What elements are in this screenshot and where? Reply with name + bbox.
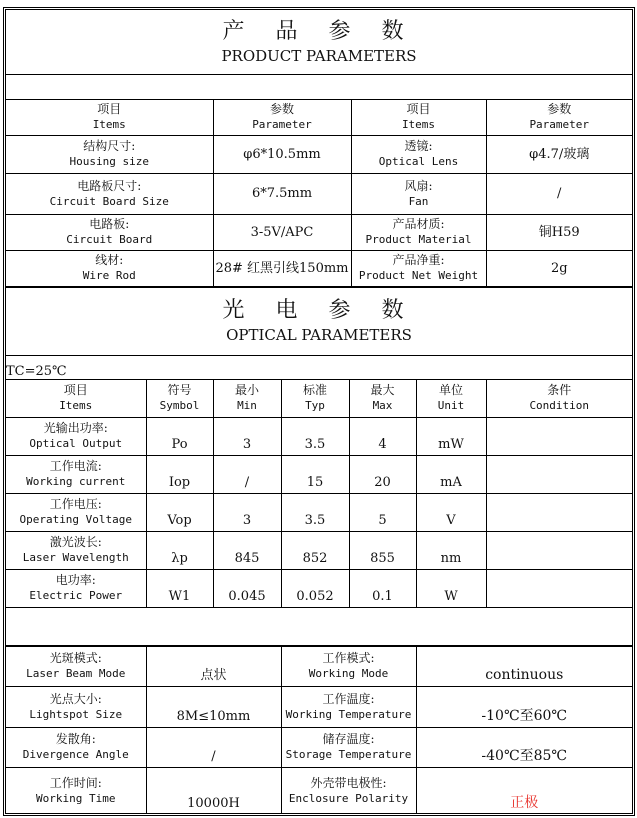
item-value <box>486 214 632 250</box>
item-label <box>6 727 146 767</box>
item-value <box>146 727 281 767</box>
item-value <box>146 767 281 814</box>
item-label <box>6 646 146 686</box>
text: Lightspot Size <box>29 707 123 721</box>
text: 电路板: <box>89 217 130 231</box>
param-symbol <box>146 455 213 493</box>
text: / <box>244 474 250 490</box>
param-unit <box>416 493 486 531</box>
header-parameter <box>486 99 632 135</box>
text: Working Mode <box>308 667 389 680</box>
item-label <box>281 686 416 727</box>
text: Operating Voltage <box>19 513 133 526</box>
text: 光点大小: <box>49 691 102 706</box>
param-unit <box>416 531 486 569</box>
param-max <box>349 531 416 569</box>
table-row <box>6 727 632 767</box>
table-row <box>6 531 632 569</box>
blank-row <box>6 607 632 645</box>
text: 2g <box>550 260 568 276</box>
header-cell <box>281 379 349 417</box>
text: 3 <box>242 436 252 452</box>
text: Product Material <box>365 233 472 246</box>
text: Fan <box>408 194 429 208</box>
spec-sheet <box>3 7 635 816</box>
optical-header-row <box>6 379 632 417</box>
table-row <box>6 646 632 686</box>
text: 最大 <box>370 383 395 397</box>
text: Iop <box>168 474 191 490</box>
item-value <box>146 646 281 686</box>
text: 工作电压: <box>49 497 102 511</box>
text: 0.052 <box>296 588 334 604</box>
param-min <box>213 569 281 607</box>
param-cond <box>486 569 632 607</box>
item-value <box>213 214 351 250</box>
param-symbol <box>146 569 213 607</box>
param-min <box>213 531 281 569</box>
param-unit <box>416 417 486 455</box>
text: 电功率: <box>55 573 96 587</box>
text: 3-5V/APC <box>250 224 314 240</box>
text: 正极 <box>510 794 539 811</box>
text: Parameter <box>529 118 590 131</box>
text: Working Time <box>36 791 116 805</box>
item-label <box>351 173 486 214</box>
text: 工作时间: <box>49 775 102 790</box>
text: 条件 <box>547 383 572 397</box>
item-label <box>281 646 416 686</box>
param-min <box>213 417 281 455</box>
text: Wire Rod <box>82 269 136 282</box>
text: 工作温度: <box>322 691 375 706</box>
text: Condition <box>529 399 590 412</box>
text: 项目 <box>63 383 88 397</box>
item-value <box>213 250 351 286</box>
item-value <box>416 686 632 727</box>
text: Unit <box>437 399 465 412</box>
text: W1 <box>168 588 191 604</box>
text: 光斑模式: <box>49 651 102 665</box>
param-max <box>349 417 416 455</box>
param-label <box>6 569 146 607</box>
item-value <box>213 135 351 173</box>
item-label <box>351 214 486 250</box>
table-row <box>6 135 632 173</box>
param-min <box>213 455 281 493</box>
table-row <box>6 493 632 531</box>
item-label <box>6 173 213 214</box>
text: 20 <box>374 474 391 490</box>
text: Max <box>372 399 393 412</box>
header-cell <box>146 379 213 417</box>
text: 852 <box>302 550 328 566</box>
text: 结构尺寸: <box>83 139 136 153</box>
product-parameters-table <box>6 10 632 287</box>
optical-title-en: OPTICAL PARAMETERS <box>226 326 412 344</box>
table-row <box>6 686 632 727</box>
param-cond <box>486 417 632 455</box>
text: 电路板尺寸: <box>77 178 142 193</box>
text: Electric Power <box>29 589 123 602</box>
text: -10℃至60℃ <box>481 707 568 724</box>
text: 外壳带电极性: <box>310 775 387 790</box>
item-value <box>416 767 632 814</box>
item-value <box>416 646 632 686</box>
text: 15 <box>306 474 324 490</box>
item-label <box>6 135 213 173</box>
text: Vop <box>167 512 192 528</box>
text: 点状 <box>200 667 227 683</box>
text: 产品材质: <box>392 217 445 231</box>
text: φ4.7/玻璃 <box>529 146 590 162</box>
text: Product Net Weight <box>358 269 479 282</box>
text: 激光波长: <box>49 535 102 549</box>
text: 855 <box>370 550 395 566</box>
tc-label: TC=25℃ <box>6 355 632 379</box>
param-max <box>349 455 416 493</box>
text: mW <box>438 436 464 452</box>
item-label <box>351 135 486 173</box>
header-cell <box>486 379 632 417</box>
param-cond <box>486 531 632 569</box>
item-value <box>486 250 632 286</box>
text: 4 <box>378 436 387 452</box>
param-label <box>6 531 146 569</box>
product-title-cn: 产 品 参 数 <box>222 18 416 44</box>
text: V <box>446 512 456 528</box>
header-cell <box>349 379 416 417</box>
table-row <box>6 417 632 455</box>
param-typ <box>281 417 349 455</box>
header-items <box>6 99 213 135</box>
item-label <box>6 767 146 814</box>
item-value <box>486 135 632 173</box>
text: 845 <box>234 550 260 566</box>
text: 产品净重: <box>392 253 445 267</box>
param-symbol <box>146 493 213 531</box>
text: Laser Wavelength <box>22 551 129 564</box>
text: 8M≤10mm <box>176 708 251 724</box>
param-min <box>213 493 281 531</box>
text: 工作模式: <box>322 651 375 665</box>
item-label <box>6 250 213 286</box>
text: 参数 <box>269 102 294 116</box>
text: 单位 <box>438 383 463 397</box>
text: 参数 <box>547 102 572 116</box>
text: Parameter <box>252 118 312 131</box>
text: 0.1 <box>372 588 393 604</box>
text: λp <box>171 550 188 566</box>
blank-row <box>6 74 632 99</box>
text: Storage Temperature <box>285 748 412 761</box>
item-value <box>416 727 632 767</box>
text: 光输出功率: <box>43 421 108 435</box>
text: Symbol <box>159 399 200 412</box>
item-value <box>146 686 281 727</box>
text: Laser Beam Mode <box>26 667 126 680</box>
header-parameter <box>213 99 351 135</box>
header-cell <box>213 379 281 417</box>
optical-title-cn: 光 电 参 数 <box>222 298 416 323</box>
text: / <box>557 186 562 201</box>
text: 透镜: <box>404 139 433 153</box>
table-row <box>6 569 632 607</box>
text: Items <box>92 118 126 131</box>
table-row <box>6 767 632 814</box>
text: Divergence Angle <box>22 748 129 761</box>
text: 铜H59 <box>538 224 580 240</box>
param-cond <box>486 493 632 531</box>
text: Circuit Board Size <box>49 194 169 208</box>
text: 工作电流: <box>49 459 102 473</box>
text: Optical Output <box>29 437 123 450</box>
text: Housing size <box>69 155 149 168</box>
table-row <box>6 455 632 493</box>
header-items <box>351 99 486 135</box>
optical-parameters-table <box>6 287 632 646</box>
text: 28# 红黑引线150mm <box>215 260 349 276</box>
text: 风扇: <box>404 178 433 193</box>
text: φ6*10.5mm <box>243 146 321 162</box>
optical-title <box>6 287 632 355</box>
text: / <box>211 748 216 764</box>
text: Typ <box>305 399 325 412</box>
param-unit <box>416 569 486 607</box>
text: Min <box>237 399 257 412</box>
text: 标准 <box>302 383 327 397</box>
text: Working current <box>26 475 126 488</box>
text: 项目 <box>97 102 122 116</box>
text: 5 <box>378 512 387 528</box>
text: 0.045 <box>228 588 266 604</box>
item-label <box>281 727 416 767</box>
text: continuous <box>485 666 564 683</box>
text: 3.5 <box>304 512 326 528</box>
text: Optical Lens <box>378 155 459 168</box>
item-value <box>213 173 351 214</box>
text: 3 <box>242 512 252 528</box>
text: 线材: <box>95 253 124 267</box>
table-row <box>6 250 632 286</box>
item-label <box>6 686 146 727</box>
text: Circuit Board <box>66 233 153 246</box>
text: 10000H <box>187 795 240 811</box>
product-title-en: PRODUCT PARAMETERS <box>221 46 417 65</box>
text: 最小 <box>234 383 259 397</box>
product-header-row <box>6 99 632 135</box>
text: 项目 <box>406 102 431 116</box>
table-row <box>6 214 632 250</box>
text: 储存温度: <box>322 732 375 746</box>
item-label <box>6 214 213 250</box>
table-row <box>6 173 632 214</box>
header-cell <box>416 379 486 417</box>
text: Items <box>401 118 436 131</box>
param-typ <box>281 531 349 569</box>
text: 符号 <box>167 383 192 397</box>
text: Working Temperature <box>285 707 412 721</box>
text: Po <box>171 436 188 452</box>
param-max <box>349 493 416 531</box>
item-label <box>281 767 416 814</box>
text: 3.5 <box>304 436 326 452</box>
header-cell <box>6 379 146 417</box>
text: Enclosure Polarity <box>288 791 409 805</box>
param-unit <box>416 455 486 493</box>
param-label <box>6 417 146 455</box>
text: -40℃至85℃ <box>481 747 568 764</box>
param-symbol <box>146 531 213 569</box>
param-cond <box>486 455 632 493</box>
item-value <box>486 173 632 214</box>
param-symbol <box>146 417 213 455</box>
param-typ <box>281 493 349 531</box>
text: mA <box>440 474 462 490</box>
param-max <box>349 569 416 607</box>
item-label <box>351 250 486 286</box>
text: 发散角: <box>55 732 96 746</box>
text: nm <box>440 550 462 566</box>
product-title <box>6 10 632 74</box>
other-parameters-table <box>6 646 632 815</box>
param-typ <box>281 569 349 607</box>
text: 6*7.5mm <box>251 186 313 201</box>
param-typ <box>281 455 349 493</box>
text: Items <box>59 399 93 412</box>
text: W <box>444 588 458 604</box>
param-label <box>6 493 146 531</box>
param-label <box>6 455 146 493</box>
